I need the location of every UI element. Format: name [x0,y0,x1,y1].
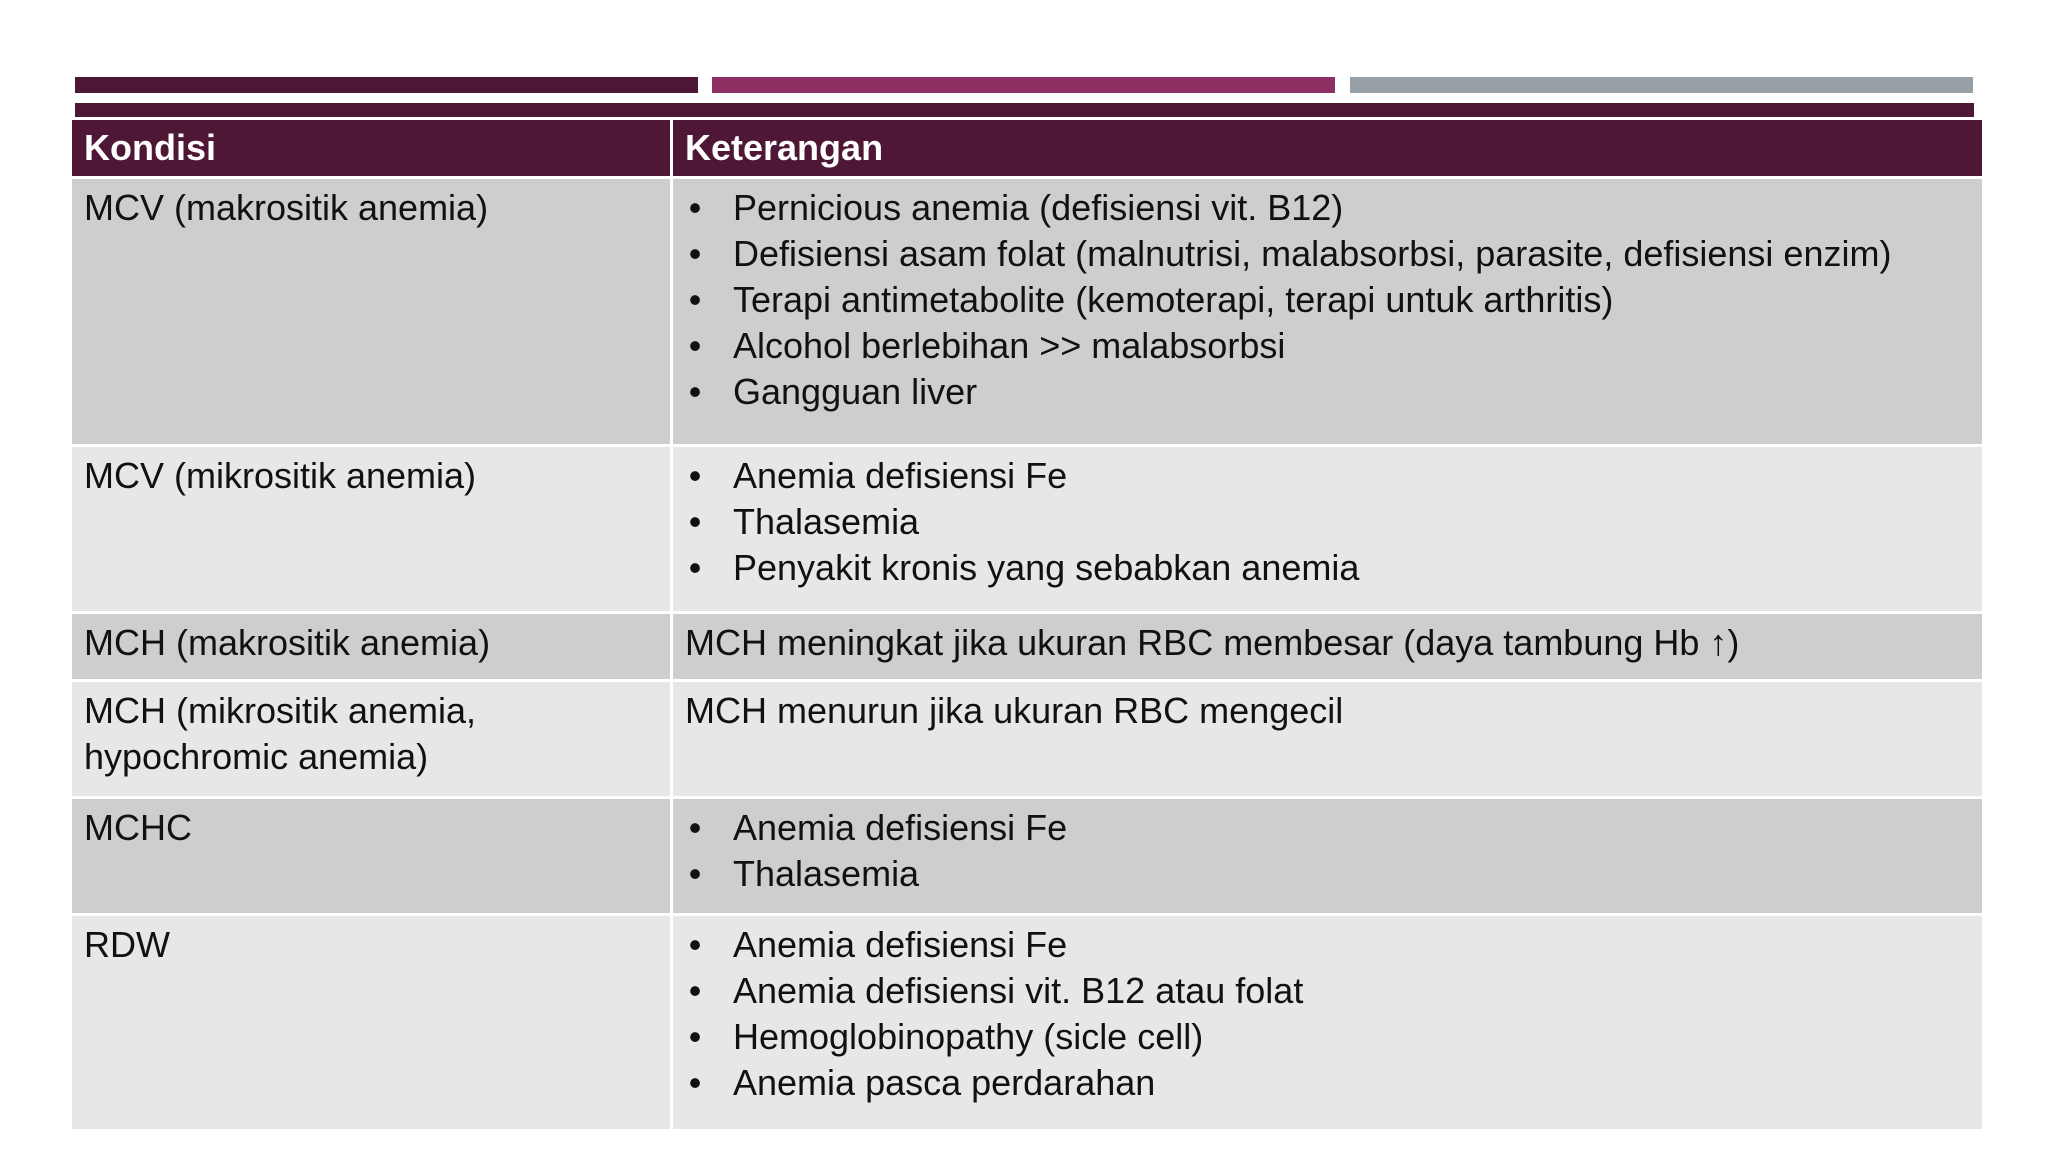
list-item: • Terapi antimetabolite (kemoterapi, terapi untuk arthritis) [688,279,1614,320]
list-item: • Anemia defisiensi Fe [688,924,1068,965]
header-kondisi: Kondisi [71,119,672,178]
table-header-row [71,119,1984,178]
table-row [71,613,1984,681]
decor-bar-gray [1350,77,1973,93]
cell-keterangan: MCH menurun jika ukuran RBC mengecil [672,681,1984,798]
cell-keterangan [672,915,1984,1131]
cell-keterangan: MCH meningkat jika ukuran RBC membesar (daya tambung Hb ↑) [672,613,1984,681]
cell-kondisi: MCV (makrositik anemia) [71,178,672,446]
decor-bar-plum [75,77,698,93]
list-item: • Anemia defisiensi vit. B12 atau folat [688,970,1304,1011]
table-row [71,798,1984,915]
list-item: • Gangguan liver [688,371,978,412]
table-row [71,446,1984,613]
cell-kondisi: MCH (mikrositik anemia, hypochromic anemia) [71,681,672,798]
list-item: • Alcohol berlebihan >> malabsorbsi [688,325,1286,366]
list-item: • Penyakit kronis yang sebabkan anemia [688,547,1360,588]
list-item: • Thalasemia [688,501,920,542]
list-item: • Anemia defisiensi Fe [688,455,1068,496]
list-item: • Defisiensi asam folat (malnutrisi, malabsorbsi, parasite, defisiensi enzim) [688,233,1892,274]
cell-kondisi: MCH (makrositik anemia) [71,613,672,681]
cell-kondisi: MCV (mikrositik anemia) [71,446,672,613]
cell-keterangan [672,446,1984,613]
decor-header-line [75,103,1974,118]
list-item: • Hemoglobinopathy (sicle cell) [688,1016,1204,1057]
list-item: • Thalasemia [688,853,920,894]
cell-kondisi: RDW [71,915,672,1131]
list-item: • Pernicious anemia (defisiensi vit. B12) [688,187,1344,228]
bullet-list [685,185,1970,415]
cell-kondisi: MCHC [71,798,672,915]
bullet-list [685,922,1970,1106]
table-row [71,178,1984,446]
list-item: • Anemia pasca perdarahan [688,1062,1156,1103]
table-row [71,681,1984,798]
info-table [69,117,1985,1132]
list-item: • Anemia defisiensi Fe [688,807,1068,848]
cell-keterangan [672,798,1984,915]
bullet-list [685,453,1970,591]
cell-keterangan [672,178,1984,446]
table-row [71,915,1984,1131]
header-keterangan: Keterangan [672,119,1984,178]
bullet-list [685,805,1970,897]
decor-bar-magenta [712,77,1335,93]
